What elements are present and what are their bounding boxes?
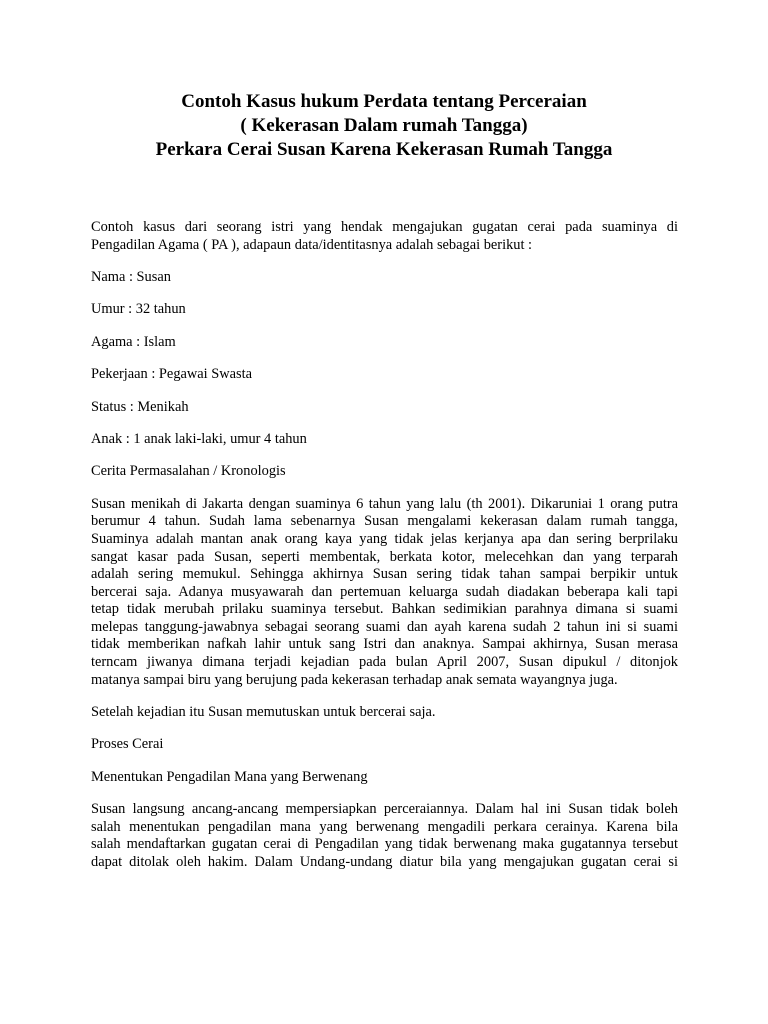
court-line: salah mendaftarkan gugatan cerai di Pengadilan yang tidak berwenang maka gugatannya tersebut — [91, 836, 678, 853]
field-agama: Agama : Islam — [91, 333, 176, 350]
title-line-3: Perkara Cerai Susan Karena Kekerasan Rumah Tangga — [155, 139, 613, 160]
court-paragraph — [91, 801, 678, 871]
intro-line: Pengadilan Agama ( PA ), adapaun data/identitasnya adalah sebagai berikut : — [91, 236, 533, 253]
chronology-paragraph — [91, 496, 678, 690]
court-line: dapat ditolak oleh hakim. Dalam Undang-undang diatur bila yang mengajukan gugatan cerai si — [91, 854, 678, 870]
document-title — [60, 90, 708, 162]
chronology-line: Suaminya adalah mantan anak orang kaya yang tidak jelas kerjanya apa dan sering berprilaku — [91, 530, 678, 547]
chronology-line: berumur 4 tahun. Sudah lama sebenarnya Susan mengalami kekerasan dalam rumah tangga, — [91, 513, 678, 530]
intro-paragraph — [91, 219, 678, 254]
chronology-line: melepas tanggung-jawabnya sebagai seorang suami dan ayah karena sudah 2 tahun ini si suami — [91, 618, 678, 635]
title-line-1: Contoh Kasus hukum Perdata tentang Perceraian — [181, 91, 587, 112]
document-body — [91, 219, 678, 872]
chronology-heading: Cerita Permasalahan / Kronologis — [91, 463, 286, 480]
process-heading: Proses Cerai — [91, 736, 164, 753]
court-line: Susan langsung ancang-ancang mempersiapkan perceraiannya. Dalam hal ini Susan tidak boleh — [91, 801, 678, 818]
field-status: Status : Menikah — [91, 398, 189, 415]
chronology-line: sangat kasar pada Susan, seperti membentak, berkata kotor, melecehkan dan yang terparah — [91, 548, 678, 565]
field-nama: Nama : Susan — [91, 268, 171, 285]
chronology-line: terncam jiwanya dimana terjadi kejadian pada bulan April 2007, Susan dipukul / ditonjok — [91, 654, 678, 671]
chronology-line: bercerai saja. Adanya musyawarah dan pertemuan keluarga sudah diadakan beberapa kali tapi — [91, 583, 678, 600]
field-pekerjaan: Pekerjaan : Pegawai Swasta — [91, 366, 253, 383]
chronology-line: matanya sampai biru yang berujung pada kekerasan terhadap anak semata wayangnya juga. — [91, 671, 618, 688]
chronology-line: adalah sering memukul. Sehingga akhirnya Susan sering tidak tahan sampai berpikir untuk — [91, 566, 678, 583]
field-anak: Anak : 1 anak laki-laki, umur 4 tahun — [91, 430, 307, 447]
court-line: salah menentukan pengadilan mana yang berwenang mengadili perkara cerainya. Karena bila — [91, 818, 678, 835]
title-line-2: ( Kekerasan Dalam rumah Tangga) — [240, 115, 528, 136]
chronology-line: tidak memberikan nafkah lahir untuk sang Istri dan anaknya. Sampai akhirnya, Susan merasa — [91, 636, 678, 653]
intro-line: Contoh kasus dari seorang istri yang hendak mengajukan gugatan cerai pada suaminya di — [91, 219, 678, 235]
court-heading: Menentukan Pengadilan Mana yang Berwenang — [91, 768, 368, 785]
chronology-line: tetap tidak merubah prilaku suaminya tersebut. Bahkan sedimikian parahnya dimana si suami — [91, 601, 678, 618]
decision-text: Setelah kejadian itu Susan memutuskan untuk bercerai saja. — [91, 704, 436, 721]
field-umur: Umur : 32 tahun — [91, 301, 186, 318]
chronology-line: Susan menikah di Jakarta dengan suaminya 6 tahun yang lalu (th 2001). Dikaruniai 1 orang putra — [91, 495, 678, 512]
